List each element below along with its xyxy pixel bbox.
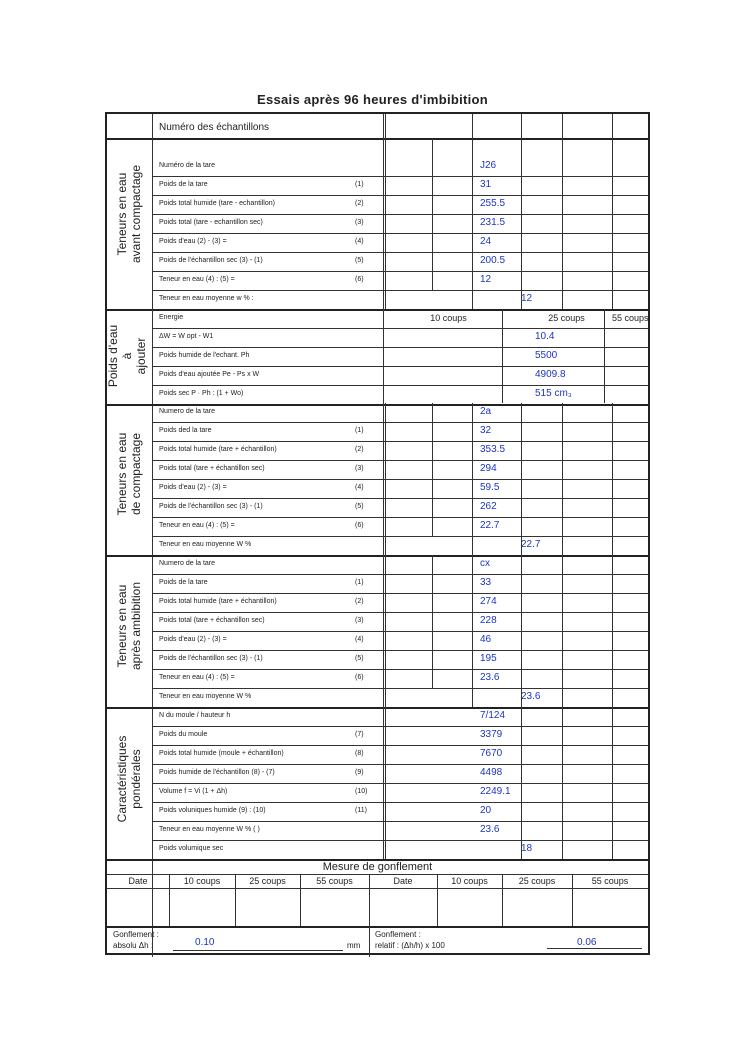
- row-divider: [152, 385, 648, 386]
- row-ref: (9): [355, 769, 364, 776]
- row-label: Poids humide de l'échantillon (8) - (7): [159, 769, 275, 776]
- row-label: Poids humide de l'echant. Ph: [159, 352, 250, 359]
- row-label: Numero de la tare: [159, 560, 216, 567]
- measured-value: J26: [480, 160, 497, 171]
- measured-value: 23.6: [480, 824, 500, 835]
- row-divider: [152, 574, 648, 575]
- measured-value: 3379: [480, 729, 503, 740]
- row-label: Poids de l'échantillon sec (3) - (1): [159, 257, 263, 264]
- row-label: ΔW = W opt - W1: [159, 333, 214, 340]
- row-divider: [152, 233, 648, 234]
- row-label: Poids de la tare: [159, 181, 208, 188]
- section-divider: [107, 926, 648, 928]
- row-divider: [152, 783, 648, 784]
- measured-value: 22.7: [480, 520, 500, 531]
- row-ref: (2): [355, 598, 364, 605]
- row-ref: (3): [355, 219, 364, 226]
- gonflement-col-header: 25 coups: [518, 876, 556, 886]
- result-column-line: [612, 707, 613, 859]
- row-ref: (4): [355, 484, 364, 491]
- row-label: Numéro de la tare: [159, 162, 216, 169]
- measured-value: 32: [480, 425, 492, 436]
- row-divider: [152, 650, 648, 651]
- measured-value: 7670: [480, 748, 503, 759]
- row-ref: (3): [355, 465, 364, 472]
- abs-label-1: Gonflement :: [113, 930, 159, 939]
- row-label: Poids volumique sec: [159, 845, 224, 852]
- row-divider: [152, 669, 648, 670]
- gonflement-col-header: Date: [393, 876, 413, 886]
- rel-label-1: Gonflement :: [375, 930, 421, 939]
- row-divider: [152, 195, 648, 196]
- gonflement-col-header: 55 coups: [591, 876, 629, 886]
- row-ref: (6): [355, 522, 364, 529]
- result-column-line: [562, 114, 563, 309]
- result-column-line: [383, 707, 384, 859]
- result-column-line: [562, 555, 563, 707]
- measured-value: 20: [480, 805, 492, 816]
- result-column-line: [472, 114, 473, 309]
- measured-value: 59.5: [480, 482, 500, 493]
- section-divider: [107, 404, 648, 406]
- row-divider: [152, 745, 648, 746]
- gonflement-column-line: [502, 874, 503, 926]
- abs-unit: mm: [347, 941, 361, 950]
- section-title-line: Poids d'eau: [106, 324, 120, 388]
- section-title-line: après ambibition: [129, 581, 143, 671]
- row-label: Poids de l'échantillon sec (3) - (1): [159, 503, 263, 510]
- section-title-s5: [115, 736, 143, 823]
- row-divider: [107, 874, 648, 875]
- result-column-line: [472, 403, 473, 555]
- row-ref: (3): [355, 617, 364, 624]
- row-label: Poids total (tare - echantillon sec): [159, 219, 263, 226]
- result-column-line: [562, 403, 563, 555]
- row-label: Poids total (tare + échantillon sec): [159, 617, 265, 624]
- row-label: Teneur en eau moyenne W % ( ): [159, 826, 260, 833]
- row-divider: [152, 498, 648, 499]
- result-column-line: [502, 309, 503, 403]
- row-label: Poids d'eau (2) - (3) =: [159, 484, 227, 491]
- row-divider: [152, 517, 648, 518]
- abs-label-2: absolu Δh :: [113, 941, 154, 950]
- measured-value: 7/124: [480, 710, 506, 721]
- section-title-line: avant compactage: [129, 164, 143, 264]
- measured-value: 195: [480, 653, 497, 664]
- row-divider: [152, 802, 648, 803]
- measured-value: 46: [480, 634, 492, 645]
- coups-25: 25 coups: [548, 313, 585, 323]
- row-divider: [152, 840, 648, 841]
- result-column-line: [432, 403, 433, 536]
- result-column-line: [612, 403, 613, 555]
- gonflement-col-header: 25 coups: [249, 876, 286, 886]
- row-ref: (10): [355, 788, 368, 795]
- gonflement-col-header: 10 coups: [183, 876, 221, 886]
- row-divider: [152, 422, 648, 423]
- measured-value: 4498: [480, 767, 503, 778]
- measured-value: 2a: [480, 406, 492, 417]
- section-divider: [107, 309, 648, 311]
- measured-value: 23.6: [521, 691, 541, 702]
- measured-value: 4909.8: [535, 369, 566, 380]
- row-label: Poids total humide (tare + échantillon): [159, 598, 277, 605]
- result-column-line: [385, 403, 386, 555]
- row-divider: [152, 764, 648, 765]
- row-label: Poids sec P · Ph : (1 + Wo): [159, 390, 244, 397]
- coups-10: 10 coups: [430, 313, 467, 323]
- result-column-line: [612, 555, 613, 707]
- gonflement-column-line: [169, 874, 170, 926]
- measured-value: 515 cm₃: [535, 388, 572, 399]
- section-divider: [107, 707, 648, 709]
- result-column-line: [562, 707, 563, 859]
- measured-value: 12: [521, 293, 533, 304]
- page-title: Essais après 96 heures d'imbibition: [256, 92, 489, 107]
- samples-header: Numéro des échantillons: [159, 122, 270, 133]
- measured-value: 231.5: [480, 217, 506, 228]
- row-divider: [152, 328, 648, 329]
- row-divider: [152, 593, 648, 594]
- section-title-line: Teneurs en eau: [115, 432, 129, 516]
- result-column-line: [612, 114, 613, 309]
- fill-line: [547, 948, 642, 949]
- gonflement-col-header: 55 coups: [316, 876, 353, 886]
- measured-value: 12: [480, 274, 492, 285]
- result-column-line: [521, 403, 522, 555]
- row-label: Poids du moule: [159, 731, 208, 738]
- row-label: N du moule / hauteur h: [159, 712, 231, 719]
- row-ref: (1): [355, 181, 364, 188]
- gonflement-title: Mesure de gonflement: [322, 861, 433, 873]
- energy-label: Energie: [159, 314, 184, 321]
- section-title-line: pondérales: [129, 749, 143, 809]
- row-divider: [152, 536, 648, 537]
- section-title-line: à: [120, 352, 134, 360]
- row-divider: [152, 252, 648, 253]
- section-title-line: Teneurs en eau: [115, 584, 129, 668]
- measured-value: 5500: [535, 350, 558, 361]
- row-divider: [152, 688, 648, 689]
- result-column-line: [521, 114, 522, 309]
- row-ref: (11): [355, 807, 367, 814]
- row-ref: (4): [355, 238, 364, 245]
- section-title-line: ajouter: [134, 337, 148, 375]
- row-label: Poids de la tare: [159, 579, 208, 586]
- row-divider: [152, 612, 648, 613]
- measured-value: 2249.1: [480, 786, 511, 797]
- result-column-line: [385, 555, 386, 707]
- row-label: Poids d'eau ajoutée Pe - Ps x W: [159, 371, 260, 378]
- gonflement-column-line: [300, 874, 301, 926]
- measured-value: 294: [480, 463, 497, 474]
- gonflement-column-line: [235, 874, 236, 926]
- gonflement-column-line: [437, 874, 438, 926]
- result-column-line: [521, 707, 522, 859]
- measured-value: 18: [521, 843, 533, 854]
- measured-value: 200.5: [480, 255, 506, 266]
- row-label: Poids total humide (moule + échantillon): [159, 750, 284, 757]
- label-column-line: [383, 309, 384, 403]
- row-label: Poids total humide (tare + échantillon): [159, 446, 277, 453]
- row-label: Teneur en eau moyenne w % :: [159, 295, 254, 302]
- result-column-line: [472, 555, 473, 707]
- measured-value: 10.4: [535, 331, 555, 342]
- result-column-line: [432, 555, 433, 688]
- row-label: Volume f = Vi (1 + Δh): [159, 788, 228, 795]
- gonflement-col-header: 10 coups: [451, 876, 488, 886]
- measured-value: 33: [480, 577, 492, 588]
- row-label: Poids d'eau (2) - (3) =: [159, 238, 227, 245]
- row-label: Teneur en eau moyenne W %: [159, 541, 252, 548]
- row-ref: (1): [355, 427, 364, 434]
- result-column-line: [385, 114, 386, 309]
- label-column-line: [383, 114, 384, 309]
- gonflement-col-header: Date: [128, 876, 148, 886]
- row-divider: [152, 214, 648, 215]
- row-label: Poids voluniques humide (9) : (10): [159, 807, 266, 814]
- row-label: Poids total (tare + échantillon sec): [159, 465, 265, 472]
- row-divider: [152, 726, 648, 727]
- row-ref: (4): [355, 636, 364, 643]
- abs-value: 0.10: [195, 937, 215, 948]
- test-sheet: [105, 112, 650, 955]
- row-label: Teneur en eau (4) : (5) =: [159, 276, 235, 283]
- coups-55: 55 coups: [612, 313, 649, 323]
- row-ref: (5): [355, 655, 364, 662]
- row-label: Poids d'eau (2) - (3) =: [159, 636, 227, 643]
- section-title-line: Caractéristiques: [115, 735, 129, 823]
- rel-label-2: relatif : (Δh/h) x 100: [375, 941, 445, 950]
- gonflement-column-line: [572, 874, 573, 926]
- row-ref: (6): [355, 276, 364, 283]
- row-divider: [152, 366, 648, 367]
- measured-value: 228: [480, 615, 497, 626]
- gonflement-column-line: [369, 874, 370, 926]
- result-column-line: [432, 138, 433, 290]
- row-label: Teneur en eau (4) : (5) =: [159, 522, 235, 529]
- row-ref: (5): [355, 257, 364, 264]
- measured-value: cx: [480, 558, 490, 569]
- row-label: Poids total humide (tare - echantillon): [159, 200, 275, 207]
- row-label: Teneur en eau moyenne W %: [159, 693, 252, 700]
- measured-value: 274: [480, 596, 497, 607]
- row-ref: (5): [355, 503, 364, 510]
- result-column-line: [604, 309, 605, 403]
- row-divider: [152, 821, 648, 822]
- row-divider: [152, 460, 648, 461]
- row-ref: (2): [355, 446, 364, 453]
- result-column-line: [521, 555, 522, 707]
- header-divider: [107, 138, 648, 140]
- row-ref: (1): [355, 579, 364, 586]
- measured-value: 262: [480, 501, 497, 512]
- row-label: Numero de la tare: [159, 408, 216, 415]
- fill-line: [173, 950, 343, 951]
- measured-value: 353.5: [480, 444, 506, 455]
- result-column-line: [383, 555, 384, 707]
- row-divider: [152, 290, 648, 291]
- row-label: Poids de l'échantillon sec (3) - (1): [159, 655, 263, 662]
- row-ref: (6): [355, 674, 364, 681]
- row-divider: [152, 271, 648, 272]
- row-ref: (2): [355, 200, 364, 207]
- section-divider: [107, 555, 648, 557]
- row-ref: (7): [355, 731, 364, 738]
- result-column-line: [383, 403, 384, 555]
- section-title-s3: [115, 433, 143, 516]
- measured-value: 24: [480, 236, 492, 247]
- result-column-line: [385, 707, 386, 859]
- row-label: Teneur en eau (4) : (5) =: [159, 674, 235, 681]
- row-divider: [152, 347, 648, 348]
- measured-value: 23.6: [480, 672, 500, 683]
- rel-value: 0.06: [577, 937, 597, 948]
- measured-value: 22.7: [521, 539, 541, 550]
- row-divider: [152, 441, 648, 442]
- section-title-s4: [115, 582, 143, 670]
- row-label: Poids ded la tare: [159, 427, 212, 434]
- row-ref: (8): [355, 750, 364, 757]
- section-title-s2: [106, 325, 148, 387]
- row-divider: [152, 631, 648, 632]
- section-title-line: Teneurs en eau: [115, 172, 129, 256]
- measured-value: 255.5: [480, 198, 506, 209]
- row-divider: [152, 176, 648, 177]
- row-divider: [107, 888, 648, 889]
- measured-value: 31: [480, 179, 492, 190]
- section-title-line: de compactage: [129, 432, 143, 516]
- section-title-s1: [115, 165, 143, 263]
- row-divider: [152, 479, 648, 480]
- gonflement-column-line: [369, 926, 370, 957]
